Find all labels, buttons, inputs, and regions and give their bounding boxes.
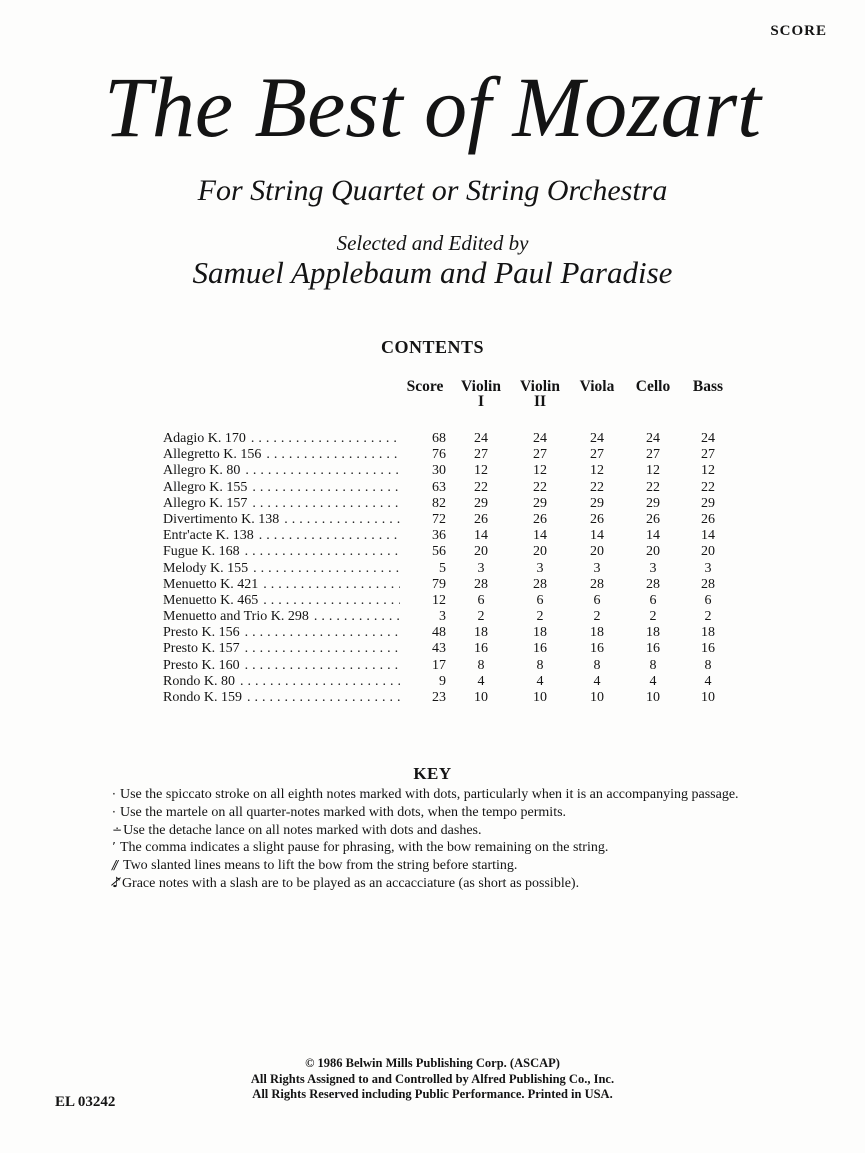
score-page-number: 82 — [432, 495, 446, 511]
contents-heading: CONTENTS — [380, 337, 485, 357]
cello-page-number: 3 — [649, 560, 657, 576]
score-page-number: 30 — [432, 463, 446, 479]
piece-title: Allegro K. 80 — [163, 463, 241, 479]
header-label: Cello — [635, 378, 671, 395]
score-page-number: 63 — [432, 479, 446, 495]
piece-title: Melody K. 155 — [163, 560, 249, 576]
cello-page-number: 27 — [646, 447, 660, 463]
violin2-page-number: 27 — [533, 447, 547, 463]
table-row — [163, 447, 736, 463]
cello-page-number: 14 — [646, 528, 660, 544]
table-row — [163, 544, 736, 560]
table-row — [163, 463, 736, 479]
table-row — [163, 641, 736, 657]
leader-dots — [253, 561, 400, 577]
viola-page-number: 4 — [593, 673, 601, 689]
editors-line: Samuel Applebaum and Paul Paradise — [192, 255, 673, 290]
violin1-page-number: 22 — [474, 479, 488, 495]
copyright-line: © 1986 Belwin Mills Publishing Corp. (ASCAP) — [305, 1056, 560, 1070]
bass-page-number: 14 — [701, 528, 715, 544]
violin1-page-number: 12 — [474, 463, 488, 479]
row-title-cell — [163, 463, 400, 479]
bass-page-number: 27 — [701, 447, 715, 463]
bass-page-number: 8 — [704, 657, 712, 673]
header-label: Violin — [461, 378, 501, 395]
row-title-cell — [163, 625, 400, 641]
footer — [0, 1056, 865, 1103]
leader-dots — [245, 544, 400, 560]
leader-dots — [263, 593, 400, 609]
table-row — [163, 577, 736, 593]
piece-title: Menuetto and Trio K. 298 — [163, 609, 309, 625]
page-title: The Best of Mozart — [104, 59, 761, 155]
cello-page-number: 18 — [646, 625, 660, 641]
violin2-page-number: 4 — [536, 673, 544, 689]
bass-page-number: 12 — [701, 463, 715, 479]
violin2-page-number: 12 — [533, 463, 547, 479]
byline — [0, 231, 865, 291]
dash-dot-icon: ∸ — [112, 822, 123, 837]
score-page-number: 12 — [432, 592, 446, 608]
row-title-cell — [163, 577, 400, 593]
viola-page-number: 27 — [590, 447, 604, 463]
bass-page-number: 16 — [701, 641, 715, 657]
piece-title: Allegro K. 157 — [163, 495, 248, 511]
violin1-page-number: 24 — [474, 431, 488, 446]
subtitle: For String Quartet or String Orchestra — [197, 174, 668, 207]
bass-page-number: 3 — [704, 560, 712, 576]
viola-page-number: 12 — [590, 463, 604, 479]
viola-page-number: 14 — [590, 528, 604, 544]
key-item — [112, 839, 768, 857]
key-item-text: Grace notes with a slash are to be played as an accacciature (as short as possible). — [121, 875, 580, 891]
dot-icon: · — [112, 787, 116, 801]
viola-page-number: 24 — [590, 431, 604, 446]
leader-dots — [284, 512, 400, 528]
violin1-page-number: 14 — [474, 528, 488, 544]
cello-page-number: 12 — [646, 463, 660, 479]
cello-page-number: 26 — [646, 511, 660, 527]
slanted-lines-icon: // — [112, 858, 117, 873]
header-sublabel: II — [533, 393, 547, 410]
key-item-text: Use the detache lance on all notes marked with dots and dashes. — [123, 822, 482, 838]
table-row — [163, 512, 736, 528]
violin1-page-number: 28 — [474, 576, 488, 592]
viola-page-number: 26 — [590, 511, 604, 527]
table-row — [163, 658, 736, 674]
header-sublabel: I — [477, 393, 485, 410]
score-page-number: 3 — [439, 609, 446, 625]
score-page-number: 72 — [432, 511, 446, 527]
piece-title: Presto K. 157 — [163, 641, 240, 657]
viola-page-number: 8 — [593, 657, 601, 673]
bass-page-number: 6 — [704, 592, 712, 608]
key-item — [112, 822, 768, 840]
row-title-cell — [163, 512, 400, 528]
viola-page-number: 22 — [590, 479, 604, 495]
contents-header-row — [163, 379, 736, 409]
leader-dots — [251, 431, 400, 447]
leader-dots — [240, 674, 400, 690]
bass-page-number: 20 — [701, 544, 715, 560]
violin1-page-number: 18 — [474, 625, 488, 641]
row-title-cell — [163, 561, 400, 577]
header-label: Viola — [579, 378, 615, 395]
violin1-page-number: 16 — [474, 641, 488, 657]
score-page-number: 23 — [432, 690, 446, 705]
cello-page-number: 16 — [646, 641, 660, 657]
violin2-page-number: 28 — [533, 576, 547, 592]
violin2-page-number: 22 — [533, 479, 547, 495]
table-row — [163, 690, 736, 706]
score-page-number: 9 — [439, 673, 446, 689]
cello-page-number: 4 — [649, 673, 657, 689]
violin2-page-number: 24 — [533, 431, 547, 446]
piece-title: Menuetto K. 421 — [163, 576, 259, 592]
table-row — [163, 593, 736, 609]
header-label: Score — [406, 378, 444, 395]
rights-line-1: All Rights Assigned to and Controlled by Alfred Publishing Co., Inc. — [250, 1071, 615, 1086]
leader-dots — [314, 609, 400, 625]
violin1-page-number: 4 — [477, 673, 485, 689]
violin1-page-number: 8 — [477, 657, 485, 673]
bass-page-number: 2 — [704, 609, 712, 625]
table-row — [163, 496, 736, 512]
violin2-page-number: 14 — [533, 528, 547, 544]
violin1-page-number: 20 — [474, 544, 488, 560]
table-row — [163, 625, 736, 641]
viola-page-number: 16 — [590, 641, 604, 657]
catalog-number: EL 03242 — [55, 1094, 116, 1110]
key-item-text: Use the martele on all quarter-notes marked with dots, when the tempo permits. — [120, 804, 567, 820]
header-label: Violin — [520, 378, 560, 395]
viola-page-number: 18 — [590, 625, 604, 641]
score-page-number: 76 — [432, 447, 446, 463]
cello-page-number: 20 — [646, 544, 660, 560]
piece-title: Presto K. 156 — [163, 625, 240, 641]
header-col-bass — [680, 379, 736, 409]
bass-page-number: 24 — [701, 431, 715, 446]
header-col-score — [400, 379, 450, 409]
cello-page-number: 8 — [649, 657, 657, 673]
row-title-cell — [163, 609, 400, 625]
violin2-page-number: 3 — [536, 560, 544, 576]
piece-title: Fugue K. 168 — [163, 544, 240, 560]
violin2-page-number: 29 — [533, 495, 547, 511]
grace-note-icon: ♪ — [112, 874, 121, 891]
score-page-number: 36 — [432, 528, 446, 544]
table-row — [163, 561, 736, 577]
viola-page-number: 20 — [590, 544, 604, 560]
rights-line-2: All Rights Reserved including Public Performance. Printed in USA. — [252, 1087, 613, 1101]
dot-icon: · — [112, 804, 116, 819]
piece-title: Presto K. 160 — [163, 657, 240, 673]
piece-title: Allegretto K. 156 — [163, 447, 262, 463]
violin2-page-number: 2 — [536, 609, 544, 625]
leader-dots — [252, 480, 400, 496]
violin2-page-number: 6 — [536, 592, 544, 608]
bass-page-number: 29 — [701, 495, 715, 511]
contents-rows — [163, 431, 736, 706]
row-title-cell — [163, 480, 400, 496]
viola-page-number: 29 — [590, 495, 604, 511]
leader-dots — [252, 496, 400, 512]
row-title-cell — [163, 528, 400, 544]
violin2-page-number: 26 — [533, 511, 547, 527]
violin1-page-number: 26 — [474, 511, 488, 527]
header-col-viola — [568, 379, 626, 409]
key-item-text: The comma indicates a slight pause for phrasing, with the bow remaining on the string. — [120, 840, 609, 856]
header-col-violin2 — [512, 379, 568, 409]
row-title-cell — [163, 641, 400, 657]
viola-page-number: 3 — [593, 560, 601, 576]
key-item — [112, 857, 768, 875]
key-item — [112, 786, 768, 804]
score-page-number: 48 — [432, 625, 446, 641]
key-item — [112, 804, 768, 822]
leader-dots — [259, 528, 400, 544]
leader-dots — [263, 577, 400, 593]
table-row — [163, 609, 736, 625]
cello-page-number: 22 — [646, 479, 660, 495]
bass-page-number: 18 — [701, 625, 715, 641]
row-title-cell — [163, 447, 400, 463]
score-page-number: 5 — [439, 560, 446, 576]
leader-dots — [266, 447, 400, 463]
key-heading: KEY — [413, 764, 452, 783]
row-title-cell — [163, 658, 400, 674]
row-title-cell — [163, 544, 400, 560]
violin1-page-number: 10 — [474, 690, 488, 705]
violin1-page-number: 3 — [477, 560, 485, 576]
key-item-text: Use the spiccato stroke on all eighth notes marked with dots, particularly when it is an accompanying passage. — [120, 787, 739, 802]
score-page-number: 43 — [432, 641, 446, 657]
table-row — [163, 431, 736, 447]
header-col-spacer — [163, 379, 400, 409]
key-item-text: Two slanted lines means to lift the bow from the string before starting. — [123, 858, 518, 874]
table-row — [163, 480, 736, 496]
cello-page-number: 28 — [646, 576, 660, 592]
cello-page-number: 6 — [649, 592, 657, 608]
violin2-page-number: 8 — [536, 657, 544, 673]
bass-page-number: 28 — [701, 576, 715, 592]
viola-page-number: 2 — [593, 609, 601, 625]
viola-page-number: 10 — [590, 690, 604, 705]
key-item — [112, 875, 768, 893]
comma-icon: ’ — [112, 840, 116, 855]
row-title-cell — [163, 674, 400, 690]
header-label: Bass — [692, 378, 724, 395]
header-col-violin1 — [450, 379, 512, 409]
viola-page-number: 6 — [593, 592, 601, 608]
cello-page-number: 29 — [646, 495, 660, 511]
leader-dots — [247, 690, 400, 706]
piece-title: Divertimento K. 138 — [163, 511, 280, 527]
row-title-cell — [163, 593, 400, 609]
bass-page-number: 26 — [701, 511, 715, 527]
leader-dots — [245, 463, 400, 479]
row-title-cell — [163, 496, 400, 512]
piece-title: Rondo K. 80 — [163, 673, 235, 689]
bass-page-number: 10 — [701, 690, 715, 705]
violin1-page-number: 2 — [477, 609, 485, 625]
row-title-cell — [163, 431, 400, 447]
piece-title: Rondo K. 159 — [163, 690, 242, 705]
bass-page-number: 22 — [701, 479, 715, 495]
cello-page-number: 10 — [646, 690, 660, 705]
viola-page-number: 28 — [590, 576, 604, 592]
leader-dots — [245, 658, 400, 674]
credit-line: Selected and Edited by — [336, 231, 529, 255]
cello-page-number: 2 — [649, 609, 657, 625]
violin2-page-number: 18 — [533, 625, 547, 641]
score-page-number: 17 — [432, 657, 446, 673]
violin2-page-number: 16 — [533, 641, 547, 657]
key-list — [112, 786, 768, 893]
violin1-page-number: 27 — [474, 447, 488, 463]
row-title-cell — [163, 690, 400, 706]
piece-title: Menuetto K. 465 — [163, 592, 259, 608]
violin1-page-number: 6 — [477, 592, 485, 608]
table-row — [163, 674, 736, 690]
score-page-number: 56 — [432, 544, 446, 560]
table-row — [163, 528, 736, 544]
piece-title: Entr'acte K. 138 — [163, 528, 254, 544]
bass-page-number: 4 — [704, 673, 712, 689]
score-page-number: 79 — [432, 576, 446, 592]
leader-dots — [245, 625, 400, 641]
leader-dots — [245, 641, 400, 657]
violin1-page-number: 29 — [474, 495, 488, 511]
violin2-page-number: 20 — [533, 544, 547, 560]
score-page-number: 68 — [432, 431, 446, 446]
cello-page-number: 24 — [646, 431, 660, 446]
piece-title: Adagio K. 170 — [163, 431, 246, 446]
piece-title: Allegro K. 155 — [163, 479, 248, 495]
contents-table — [163, 379, 736, 706]
corner-part-label: SCORE — [770, 23, 827, 39]
header-col-cello — [626, 379, 680, 409]
violin2-page-number: 10 — [533, 690, 547, 705]
